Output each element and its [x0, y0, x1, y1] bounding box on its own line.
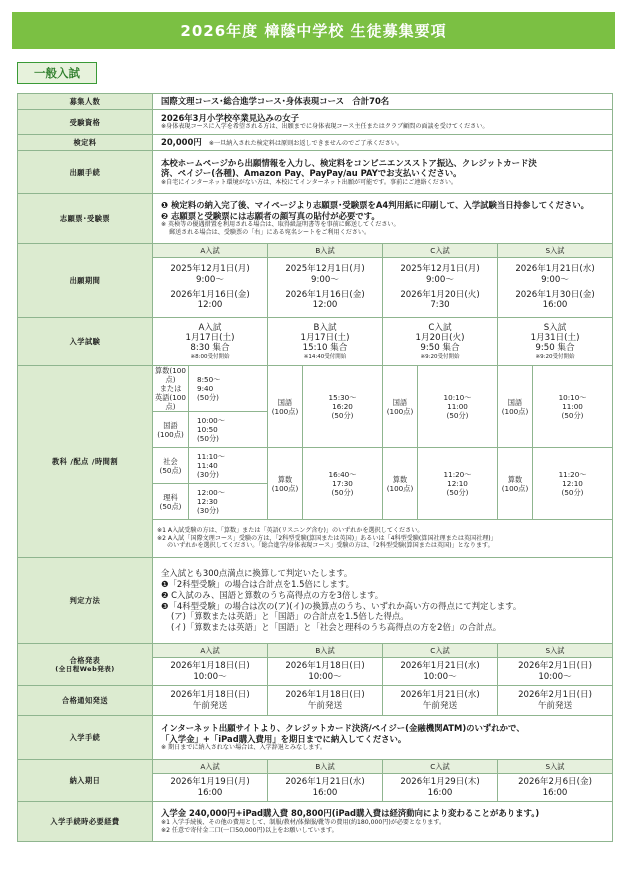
- capacity-text: 国際文理コース･総合進学コース･身体表現コース 合計70名: [161, 96, 390, 107]
- announce-s-date: 2026年2月1日(日): [518, 661, 592, 672]
- enroll-line-2: 「入学金」+「iPad購入費用」を期日までに納入してください。: [161, 733, 407, 744]
- row-enroll: [18, 716, 613, 760]
- cost-line-1: 入学金 240,000円+iPad購入費 80,800円(iPad購入費は経済動向により変わることがあります。): [161, 808, 540, 819]
- exam-c-name: C入試: [428, 322, 452, 333]
- subjects-note-3: のいずれかを選択してください。「総合進学/身体表現コース」受験の方は、「2科型受験(算国または英国)」となります。: [167, 542, 494, 550]
- payment-b-time: 16:00: [312, 787, 338, 798]
- announce-b-date: 2026年1月18日(日): [285, 661, 365, 672]
- row-capacity: [18, 94, 613, 110]
- qualification-line: 2026年3月小学校卒業見込みの女子: [161, 112, 300, 123]
- payment-c-header: C入試: [383, 760, 498, 774]
- row-slip: [18, 194, 613, 244]
- period-c-end: 2026年1月20日(火): [400, 290, 480, 300]
- subjects-a-2-time: 10:00～ 10:50 (50分): [189, 412, 268, 448]
- exam-s-name: S入試: [543, 322, 567, 333]
- qualification-note: ※身体表現コースに入学を希望される方は、出願までに身体表現コース主任またはクラブ顧問の面談を受けてください。: [161, 123, 489, 131]
- application-label: 出願手続: [18, 151, 153, 194]
- slip-note-1: ※ 英検等の優遇措置を利用される場合は、取得級証明書等を事前に郵送してください。: [161, 221, 400, 229]
- subjects-a-4-time: 12:00～ 12:30 (30分): [189, 484, 268, 520]
- subjects-s-2-time: 11:20～ 12:10 (50分): [533, 448, 613, 520]
- exam-b-note: ※14:40受付開始: [303, 353, 347, 360]
- subjects-b-2-subject: 算数 (100点): [268, 448, 303, 520]
- fee-note: ※一旦納入された検定料は原則お返しできませんのでご了承ください。: [208, 140, 403, 148]
- exam-a-date: 1月17日(土): [185, 332, 235, 343]
- application-line-1: 本校ホームページから出願情報を入力し、検定料をコンビニエンスストア振込、クレジットカード決: [161, 157, 537, 168]
- row-judge: [18, 558, 613, 644]
- qualification-label: 受験資格: [18, 110, 153, 135]
- subjects-a-2-subject: 国語 (100点): [153, 412, 189, 448]
- payment-b-header: B入試: [268, 760, 383, 774]
- row-exam: [18, 318, 613, 366]
- row-application: [18, 151, 613, 194]
- fee-amount: 20,000円: [161, 137, 202, 148]
- period-b-start: 2025年12月1日(月): [285, 264, 365, 275]
- notice-b-time: 午前発送: [307, 700, 343, 711]
- subjects-c-2-time: 11:20～ 12:10 (50分): [418, 448, 498, 520]
- notice-s-time: 午前発送: [537, 700, 573, 711]
- cost-note-1: ※1 入学手続後、その他の費用として、制服/教材/体操服/靴等の費用(約180,000円)が必要となります。: [161, 818, 446, 826]
- subjects-a-1-subject: 算数(100点) または 英語(100点): [153, 366, 189, 412]
- subjects-c-1-time: 10:10～ 11:00 (50分): [418, 366, 498, 448]
- notice-a-time: 午前発送: [192, 700, 228, 711]
- payment-a-header: A入試: [153, 760, 268, 774]
- row-notice: [18, 686, 613, 716]
- announce-c-time: 10:00～: [423, 671, 457, 682]
- period-s-end: 2026年1月30日(金): [515, 290, 595, 300]
- row-period-header: [18, 244, 613, 258]
- announce-s-header: S入試: [498, 644, 613, 658]
- notice-a-date: 2026年1月18日(日): [170, 690, 250, 701]
- exam-a-name: A入試: [198, 322, 222, 333]
- payment-s-date: 2026年2月6日(金): [518, 777, 592, 788]
- application-note: ※自宅にインターネット環境がない方は、本校にてインターネット出願が可能です。事前にご連絡ください。: [161, 178, 458, 186]
- row-announce-header: [18, 644, 613, 658]
- announce-a-time: 10:00～: [193, 671, 227, 682]
- capacity-label: 募集人数: [18, 94, 153, 110]
- row-payment-header: [18, 760, 613, 774]
- slip-label: 志願票･受験票: [18, 194, 153, 244]
- period-c-start-time: 9:00～: [426, 274, 454, 285]
- announce-sublabel: (全日程Web発表): [55, 664, 115, 673]
- judge-line-6: (イ)「算数または英語」と「国語」と「社会と理科のうち高得点の方を2倍」の合計点。: [171, 622, 502, 633]
- enroll-line-1: インターネット出願サイトより、クレジットカード決済/ペイジー(金融機関ATM)のいずれかで、: [161, 723, 525, 734]
- payment-label: 納入期日: [18, 760, 153, 802]
- row-fee: [18, 135, 613, 151]
- exam-b-name: B入試: [313, 322, 337, 333]
- announce-c-date: 2026年1月21日(水): [400, 661, 480, 672]
- payment-s-time: 16:00: [542, 787, 568, 798]
- section-tag-label: 一般入試: [34, 66, 80, 80]
- period-a-start-time: 9:00～: [196, 274, 224, 285]
- payment-c-time: 16:00: [427, 787, 453, 798]
- announce-s-time: 10:00～: [538, 671, 572, 682]
- exam-b-time: 15:10 集合: [302, 343, 348, 354]
- announce-label: 合格発表: [69, 655, 101, 665]
- period-c-end-time: 7:30: [430, 300, 450, 311]
- payment-b-date: 2026年1月21日(水): [285, 777, 365, 788]
- notice-b-date: 2026年1月18日(日): [285, 690, 365, 701]
- exam-s-time: 9:50 集合: [535, 343, 575, 354]
- slip-line-2: ❷ 志願票と受験票には志願者の顔写真の貼付が必要です。: [161, 210, 380, 221]
- judge-line-2: ❶「2科型受験」の場合は合計点を1.5倍にします。: [161, 578, 354, 589]
- subjects-b-1-subject: 国語 (100点): [268, 366, 303, 448]
- announce-a-date: 2026年1月18日(日): [170, 661, 250, 672]
- cost-label: 入学手続時必要経費: [18, 802, 153, 842]
- subjects-a-3-time: 11:10～ 11:40 (30分): [189, 448, 268, 484]
- period-a-end-time: 12:00: [197, 300, 223, 311]
- period-b-end: 2026年1月16日(金): [285, 290, 365, 300]
- exam-c-date: 1月20日(火): [415, 332, 465, 343]
- subjects-b-1-time: 15:30～ 16:20 (50分): [303, 366, 383, 448]
- subjects-note-2: ※2 A入試「国際文理コース」受験の方は、「2科型受験(算国または英国)」あるいは「4科型受験(算国社理または英国社理)」: [157, 534, 497, 542]
- announce-b-time: 10:00～: [308, 671, 342, 682]
- payment-s-header: S入試: [498, 760, 613, 774]
- requirements-table: [17, 93, 613, 842]
- period-label: 出願期間: [18, 244, 153, 318]
- subjects-s-2-subject: 算数 (100点): [498, 448, 533, 520]
- notice-c-date: 2026年1月21日(水): [400, 690, 480, 701]
- subjects-note-1: ※1 A入試受験の方は、「算数」または「英語(リスニング含む)」のいずれかを選択してください。: [157, 526, 424, 534]
- slip-note-2: 郵送される場合は、受験票の「右」にある宛名シートをご利用ください。: [169, 229, 371, 236]
- page-title-banner: [12, 12, 615, 49]
- notice-c-time: 午前発送: [422, 700, 458, 711]
- subjects-b-2-time: 16:40～ 17:30 (50分): [303, 448, 383, 520]
- period-b-start-time: 9:00～: [311, 274, 339, 285]
- cost-note-2: ※2 任意で寄付金二口(一口50,000円)以上をお願いしています。: [161, 826, 338, 834]
- period-b-end-time: 12:00: [312, 300, 338, 311]
- subjects-c-1-subject: 国語 (100点): [383, 366, 418, 448]
- judge-line-4: ❸「4科型受験」の場合は次の(ア)(イ)の換算点のうち、いずれか高い方の得点にて判定します。: [161, 600, 522, 611]
- period-c-header: C入試: [383, 244, 498, 258]
- judge-label: 判定方法: [18, 558, 153, 644]
- application-line-2: 済、ペイジー(各種)、Amazon Pay、PayPay/au PAYでお支払いください。: [161, 168, 462, 179]
- announce-b-header: B入試: [268, 644, 383, 658]
- exam-c-note: ※9:20受付開始: [420, 353, 460, 360]
- announce-c-header: C入試: [383, 644, 498, 658]
- payment-a-time: 16:00: [197, 787, 223, 798]
- exam-c-time: 9:50 集合: [420, 343, 460, 354]
- row-subjects-1: [18, 366, 613, 412]
- announce-a-header: A入試: [153, 644, 268, 658]
- period-b-header: B入試: [268, 244, 383, 258]
- notice-label: 合格通知発送: [18, 686, 153, 716]
- payment-c-date: 2026年1月29日(木): [400, 777, 480, 788]
- period-c-start: 2025年12月1日(月): [400, 264, 480, 275]
- notice-s-date: 2026年2月1日(日): [518, 690, 592, 701]
- period-s-start: 2026年1月21日(水): [515, 264, 595, 275]
- slip-line-1: ❶ 検定料の納入完了後、マイページより志願票･受験票をA4判用紙に印刷して、入学試験当日持参してください。: [161, 200, 589, 211]
- period-s-end-time: 16:00: [542, 300, 568, 311]
- period-a-end: 2026年1月16日(金): [170, 290, 250, 300]
- exam-label: 入学試験: [18, 318, 153, 366]
- enroll-label: 入学手続: [18, 716, 153, 760]
- row-qualification: [18, 110, 613, 135]
- period-a-header: A入試: [153, 244, 268, 258]
- exam-s-date: 1月31日(土): [530, 332, 580, 343]
- enroll-note: ※ 期日までに納入されない場合は、入学辞退とみなします。: [161, 744, 326, 752]
- subjects-label: 教科 /配点 /時間割: [18, 366, 153, 558]
- judge-line-3: ❷ C入試のみ、国語と算数のうち高得点の方を3倍します。: [161, 589, 384, 600]
- period-s-header: S入試: [498, 244, 613, 258]
- exam-a-note: ※8:00受付開始: [190, 353, 230, 360]
- period-s-start-time: 9:00～: [541, 274, 569, 285]
- fee-label: 検定料: [18, 135, 153, 151]
- payment-a-date: 2026年1月19日(月): [170, 777, 250, 788]
- exam-a-time: 8:30 集合: [190, 343, 230, 354]
- subjects-a-3-subject: 社会 (50点): [153, 448, 189, 484]
- subjects-a-4-subject: 理科 (50点): [153, 484, 189, 520]
- section-tag: [17, 62, 97, 84]
- judge-line-5: (ア)「算数または英語」と「国語」の合計点を1.5倍した得点。: [171, 611, 409, 622]
- subjects-s-1-subject: 国語 (100点): [498, 366, 533, 448]
- page-title: 2026年度 樟蔭中学校 生徒募集要項: [180, 22, 447, 40]
- exam-b-date: 1月17日(土): [300, 332, 350, 343]
- subjects-s-1-time: 10:10～ 11:00 (50分): [533, 366, 613, 448]
- judge-line-1: 全入試とも300点満点に換算して判定いたします。: [161, 567, 353, 578]
- exam-s-note: ※9:20受付開始: [535, 353, 575, 360]
- subjects-a-1-time: 8:50～ 9:40 (50分): [189, 366, 268, 412]
- period-a-start: 2025年12月1日(月): [170, 264, 250, 275]
- row-cost: [18, 802, 613, 842]
- subjects-c-2-subject: 算数 (100点): [383, 448, 418, 520]
